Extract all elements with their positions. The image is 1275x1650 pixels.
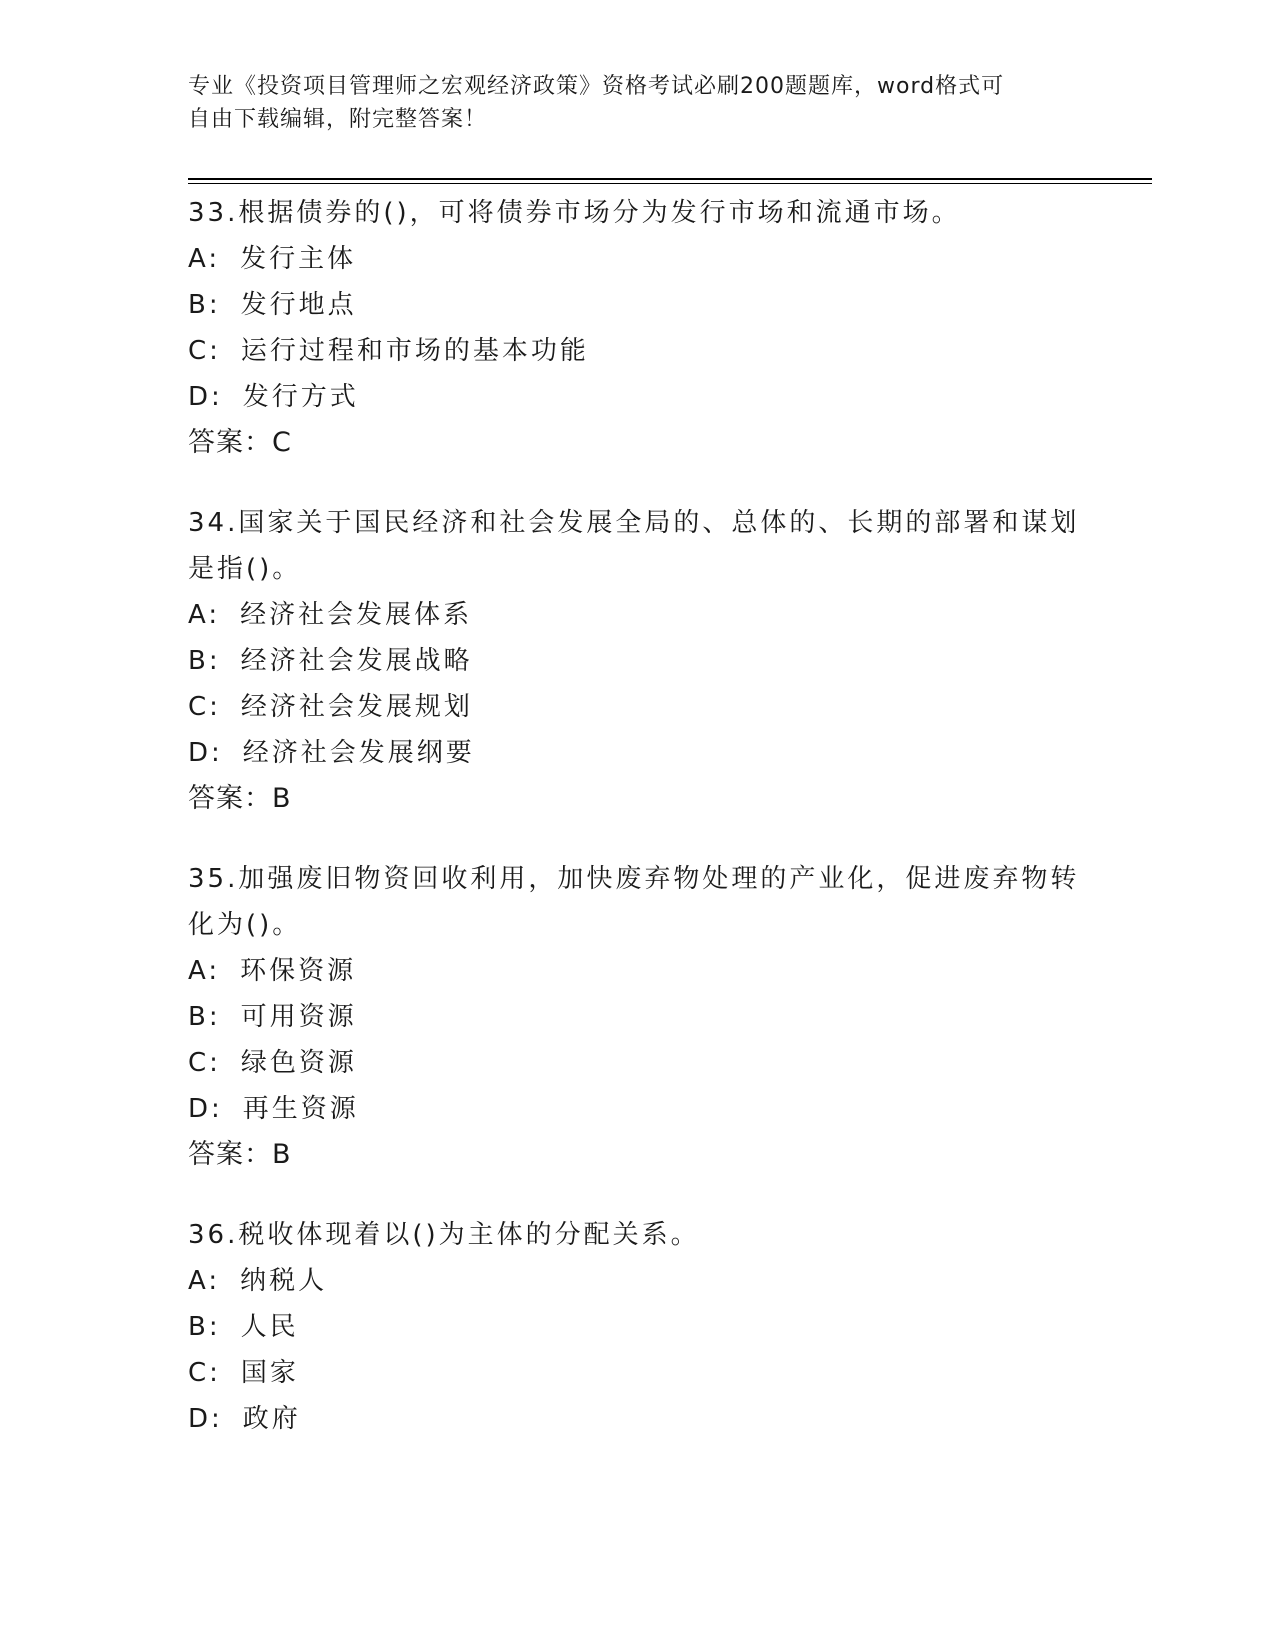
option-letter: C: bbox=[188, 336, 221, 366]
option-text: 发行地点 bbox=[240, 290, 357, 320]
question-35 bbox=[188, 856, 1088, 1178]
option-b bbox=[188, 1304, 1088, 1350]
option-text: 再生资源 bbox=[242, 1094, 359, 1124]
option-text: 可用资源 bbox=[240, 1002, 357, 1032]
header-divider-thin bbox=[188, 183, 1152, 184]
option-letter: D: bbox=[188, 382, 223, 412]
option-d bbox=[188, 730, 1088, 776]
header-line-1: 专业《投资项目管理师之宏观经济政策》资格考试必刷200题题库，word格式可 bbox=[188, 74, 1005, 99]
option-letter: D: bbox=[188, 738, 223, 768]
option-text: 政府 bbox=[242, 1404, 301, 1434]
option-letter: D: bbox=[188, 1404, 223, 1434]
option-text: 人民 bbox=[240, 1312, 299, 1342]
option-letter: D: bbox=[188, 1094, 223, 1124]
option-d bbox=[188, 1396, 1088, 1442]
option-text: 经济社会发展纲要 bbox=[242, 738, 475, 768]
option-letter: A: bbox=[188, 600, 221, 630]
question-33 bbox=[188, 190, 1088, 466]
option-letter: B: bbox=[188, 290, 221, 320]
option-text: 国家 bbox=[240, 1358, 299, 1388]
option-a bbox=[188, 592, 1088, 638]
answer-line: 答案：B bbox=[188, 783, 292, 814]
option-letter: C: bbox=[188, 692, 221, 722]
option-b bbox=[188, 282, 1088, 328]
option-c bbox=[188, 328, 1088, 374]
option-letter: A: bbox=[188, 1266, 221, 1296]
question-text: 35.加强废旧物资回收利用，加快废弃物处理的产业化，促进废弃物转化为()。 bbox=[188, 864, 1080, 940]
header-divider-thick bbox=[188, 178, 1152, 180]
option-a bbox=[188, 948, 1088, 994]
option-letter: A: bbox=[188, 956, 221, 986]
option-d bbox=[188, 374, 1088, 420]
answer-line: 答案：C bbox=[188, 427, 292, 458]
option-c bbox=[188, 1040, 1088, 1086]
option-b bbox=[188, 638, 1088, 684]
question-34 bbox=[188, 500, 1088, 822]
option-text: 纳税人 bbox=[240, 1266, 328, 1296]
option-b bbox=[188, 994, 1088, 1040]
option-letter: C: bbox=[188, 1358, 221, 1388]
option-d bbox=[188, 1086, 1088, 1132]
option-text: 发行主体 bbox=[240, 244, 357, 274]
option-letter: B: bbox=[188, 646, 221, 676]
option-letter: A: bbox=[188, 244, 221, 274]
option-a bbox=[188, 1258, 1088, 1304]
option-c bbox=[188, 684, 1088, 730]
question-36 bbox=[188, 1212, 1088, 1442]
option-letter: B: bbox=[188, 1312, 221, 1342]
question-list bbox=[188, 190, 1088, 1476]
header-line-2: 自由下载编辑，附完整答案！ bbox=[188, 107, 488, 132]
option-c bbox=[188, 1350, 1088, 1396]
option-text: 经济社会发展战略 bbox=[240, 646, 473, 676]
option-text: 经济社会发展规划 bbox=[240, 692, 473, 722]
answer-line: 答案：B bbox=[188, 1139, 292, 1170]
option-text: 环保资源 bbox=[240, 956, 357, 986]
option-a bbox=[188, 236, 1088, 282]
question-text: 34.国家关于国民经济和社会发展全局的、总体的、长期的部署和谋划是指()。 bbox=[188, 508, 1080, 584]
option-text: 绿色资源 bbox=[240, 1048, 357, 1078]
question-text: 33.根据债券的()，可将债券市场分为发行市场和流通市场。 bbox=[188, 198, 961, 228]
option-letter: C: bbox=[188, 1048, 221, 1078]
option-text: 经济社会发展体系 bbox=[240, 600, 473, 630]
document-header bbox=[188, 70, 1088, 136]
option-text: 发行方式 bbox=[242, 382, 359, 412]
option-text: 运行过程和市场的基本功能 bbox=[240, 336, 589, 366]
option-letter: B: bbox=[188, 1002, 221, 1032]
question-text: 36.税收体现着以()为主体的分配关系。 bbox=[188, 1220, 700, 1250]
